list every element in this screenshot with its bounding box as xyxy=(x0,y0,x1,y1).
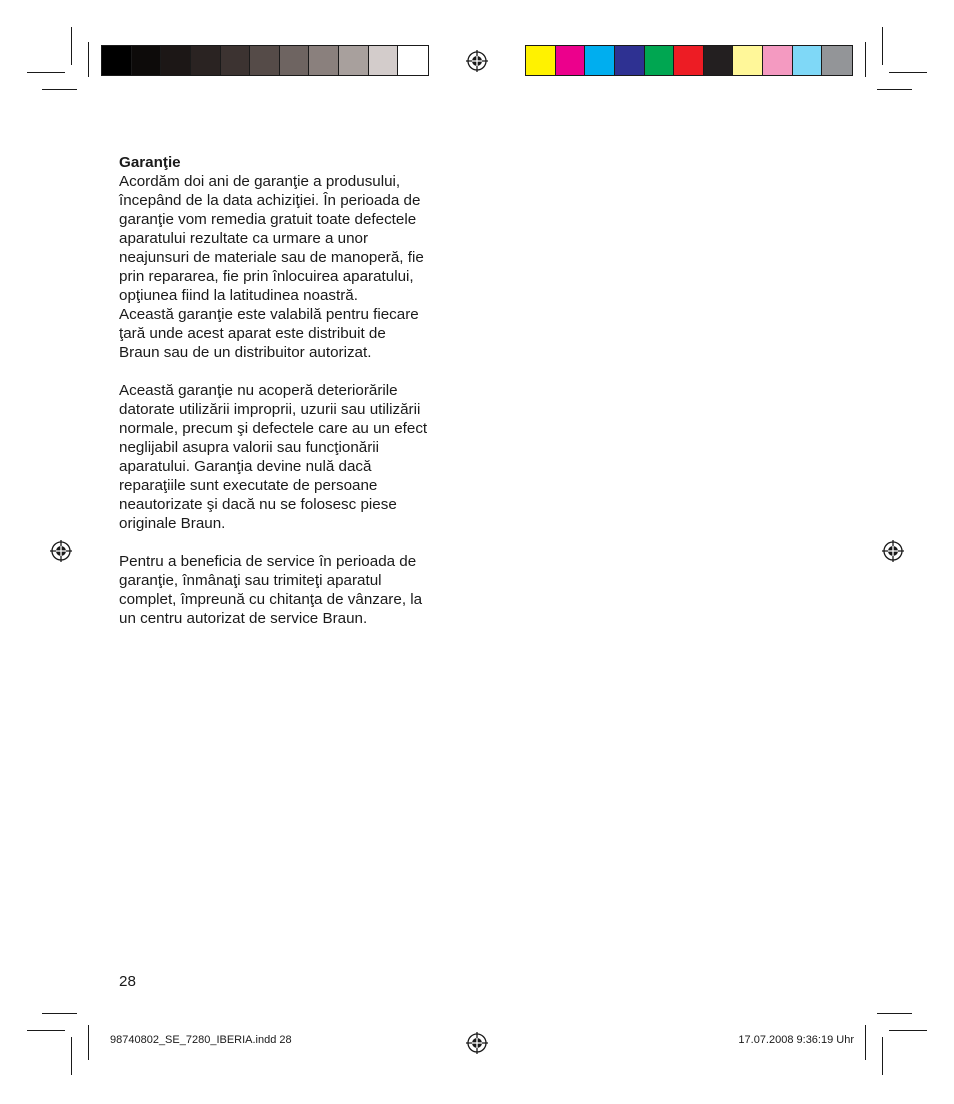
color-swatch xyxy=(674,46,704,75)
section-heading: Garanţie xyxy=(119,154,181,171)
crop-mark xyxy=(882,27,883,65)
color-swatch xyxy=(369,46,399,75)
crop-mark xyxy=(71,1037,72,1075)
color-swatch xyxy=(704,46,734,75)
grayscale-color-bar xyxy=(101,45,429,76)
crop-mark xyxy=(42,89,77,90)
color-swatch xyxy=(191,46,221,75)
registration-mark-icon xyxy=(466,50,488,72)
color-swatch xyxy=(556,46,586,75)
crop-mark xyxy=(865,1025,866,1060)
crop-mark xyxy=(865,42,866,77)
color-swatch xyxy=(645,46,675,75)
color-swatch xyxy=(221,46,251,75)
process-color-bar xyxy=(525,45,853,76)
color-swatch xyxy=(398,46,428,75)
color-swatch xyxy=(585,46,615,75)
crop-mark xyxy=(889,72,927,73)
page-number: 28 xyxy=(119,973,136,990)
color-swatch xyxy=(161,46,191,75)
color-swatch xyxy=(250,46,280,75)
crop-mark xyxy=(88,42,89,77)
paragraph-warranty-exclusions: Această garanţie nu acoperă deteriorările datorate utilizării improprii, uzurii sau utilizării normale, precum şi defectele care au un efect neglijabil asupra valorii sau funcţionării aparatului. Garanţia devine nulă dacă reparaţiile sunt executate de persoane neautorizate şi dacă nu se folosesc piese originale Braun. xyxy=(119,382,428,532)
paragraph-service-instructions: Pentru a beneficia de service în perioada de garanţie, înmânaţi sau trimiteţi aparatul complet, împreună cu chitanţa de vânzare, la un centru autorizat de service Braun. xyxy=(119,553,423,627)
color-swatch xyxy=(132,46,162,75)
crop-mark xyxy=(71,27,72,65)
crop-mark xyxy=(27,1030,65,1031)
color-swatch xyxy=(102,46,132,75)
paragraph-warranty-terms: Acordăm doi ani de garanţie a produsului, începând de la data achiziţiei. În perioada de garanţie vom remedia gratuit toate defectele aparatului rezultate ca urmare a unor neajunsuri de materiale sau de manoperă, fie prin repararea, fie prin înlocuirea aparatului, opţiunea fiind la latitudinea noastră. Această garanţie este valabilă pentru fiecare ţară unde acest aparat este distribuit de Braun sau de un distribuitor autorizat. xyxy=(119,173,424,361)
color-swatch xyxy=(339,46,369,75)
crop-mark xyxy=(877,1013,912,1014)
crop-mark xyxy=(877,89,912,90)
color-swatch xyxy=(615,46,645,75)
slug-filename: 98740802_SE_7280_IBERIA.indd 28 xyxy=(110,1034,292,1046)
crop-mark xyxy=(88,1025,89,1060)
warranty-section xyxy=(119,153,469,628)
color-swatch xyxy=(822,46,852,75)
color-swatch xyxy=(763,46,793,75)
color-swatch xyxy=(309,46,339,75)
registration-mark-icon xyxy=(466,1032,488,1054)
color-swatch xyxy=(793,46,823,75)
crop-mark xyxy=(889,1030,927,1031)
crop-mark xyxy=(27,72,65,73)
crop-mark xyxy=(42,1013,77,1014)
color-swatch xyxy=(280,46,310,75)
color-swatch xyxy=(526,46,556,75)
slug-timestamp: 17.07.2008 9:36:19 Uhr xyxy=(738,1034,854,1046)
crop-mark xyxy=(882,1037,883,1075)
registration-mark-icon xyxy=(50,540,72,562)
registration-mark-icon xyxy=(882,540,904,562)
color-swatch xyxy=(733,46,763,75)
